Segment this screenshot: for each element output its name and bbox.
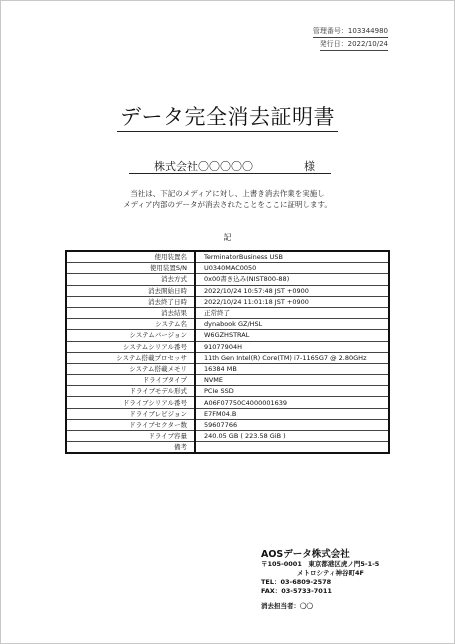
table-row xyxy=(66,386,389,397)
row-label: ドライブタイプ xyxy=(66,375,195,386)
table-row xyxy=(66,408,389,419)
row-label: システム名 xyxy=(66,319,195,330)
issue-date-label: 発行日： xyxy=(319,40,348,48)
row-label: ドライブモデル形式 xyxy=(66,386,195,397)
row-value: 91077904H xyxy=(195,341,389,352)
row-value: 正常終了 xyxy=(195,307,389,318)
row-label: ドライブシリアル番号 xyxy=(66,397,195,408)
management-number-value: 103344980 xyxy=(347,27,388,35)
row-label: 使用装置名 xyxy=(66,251,195,263)
issuer-name: AOSデータ株式会社 xyxy=(261,549,350,560)
row-value: NVME xyxy=(195,375,389,386)
row-value: 0x00書き込み(NIST800-88) xyxy=(195,274,389,285)
row-label: 使用装置S/N xyxy=(66,263,195,274)
table-row xyxy=(66,330,389,341)
row-value xyxy=(195,442,389,454)
row-value: 16384 MB xyxy=(195,363,389,374)
intro-line-1: 当社は、下記のメディアに対し、上書き消去作業を実施し xyxy=(130,189,325,198)
row-value: U0340MAC0050 xyxy=(195,263,389,274)
ki-mark: 記 xyxy=(223,233,232,242)
issue-date-value: 2022/10/24 xyxy=(347,40,388,48)
row-label: ドライブレビジョン xyxy=(66,408,195,419)
row-value: PCIe SSD xyxy=(195,386,389,397)
table-row xyxy=(66,285,389,296)
table-row xyxy=(66,263,389,274)
intro-text xyxy=(1,188,454,210)
table-row xyxy=(66,431,389,442)
table-row xyxy=(66,375,389,386)
row-label: ドライブセクター数 xyxy=(66,419,195,430)
erasure-contact: 消去担当者：〇〇 xyxy=(261,602,313,610)
row-label: システムバージョン xyxy=(66,330,195,341)
erasure-details-table xyxy=(65,250,390,454)
row-label: 消去終了日時 xyxy=(66,296,195,307)
issuer-address-2: メトロシティ神谷町4F xyxy=(297,569,364,577)
table-row xyxy=(66,341,389,352)
row-value: TerminatorBusiness USB xyxy=(195,251,389,263)
table-row xyxy=(66,352,389,363)
recipient-honorific: 様 xyxy=(304,160,315,173)
row-label: 備考 xyxy=(66,442,195,454)
issuer-tel: TEL：03-6809-2578 xyxy=(261,578,332,586)
table-row xyxy=(66,419,389,430)
table-row xyxy=(66,442,389,454)
recipient-underline xyxy=(129,173,331,174)
document-title: データ完全消去証明書 xyxy=(120,105,335,129)
table-row xyxy=(66,397,389,408)
row-label: 消去方式 xyxy=(66,274,195,285)
row-label: ドライブ容量 xyxy=(66,431,195,442)
issue-date xyxy=(320,39,388,49)
management-number-label: 管理番号： xyxy=(312,27,348,35)
issue-date-underline xyxy=(320,50,388,51)
issuer-fax: FAX：03-5733-7011 xyxy=(261,587,332,595)
table-row xyxy=(66,296,389,307)
row-value: E7FM04.B xyxy=(195,408,389,419)
issuer-block xyxy=(261,546,379,596)
row-label: システムシリアル番号 xyxy=(66,341,195,352)
table-row xyxy=(66,319,389,330)
row-value: A06F07750C4000001639 xyxy=(195,397,389,408)
intro-line-2: メディア内部のデータが消去されたことをここに証明します。 xyxy=(123,200,332,209)
row-value: 11th Gen Intel(R) Core(TM) i7-1165G7 @ 2.80GHz xyxy=(195,352,389,363)
row-label: システム搭載プロセッサ xyxy=(66,352,195,363)
row-value: 59607766 xyxy=(195,419,389,430)
row-value: W6GZHSTRAL xyxy=(195,330,389,341)
row-value: 240.05 GB ( 223.58 GiB ) xyxy=(195,431,389,442)
management-number xyxy=(313,26,388,36)
table-row xyxy=(66,307,389,318)
row-value: dynabook GZ/HSL xyxy=(195,319,389,330)
recipient-company: 株式会社〇〇〇〇〇 xyxy=(154,160,253,173)
issuer-address-1: 〒105-0001 東京都港区虎ノ門5-1-5 xyxy=(261,560,380,568)
table-row xyxy=(66,274,389,285)
table-row xyxy=(66,363,389,374)
row-label: システム搭載メモリ xyxy=(66,363,195,374)
row-value: 2022/10/24 10:57:48 JST +0900 xyxy=(195,285,389,296)
row-value: 2022/10/24 11:01:18 JST +0900 xyxy=(195,296,389,307)
management-number-underline xyxy=(313,37,388,38)
row-label: 消去開始日時 xyxy=(66,285,195,296)
row-label: 消去結果 xyxy=(66,307,195,318)
title-underline xyxy=(117,131,338,132)
table-row xyxy=(66,251,389,263)
